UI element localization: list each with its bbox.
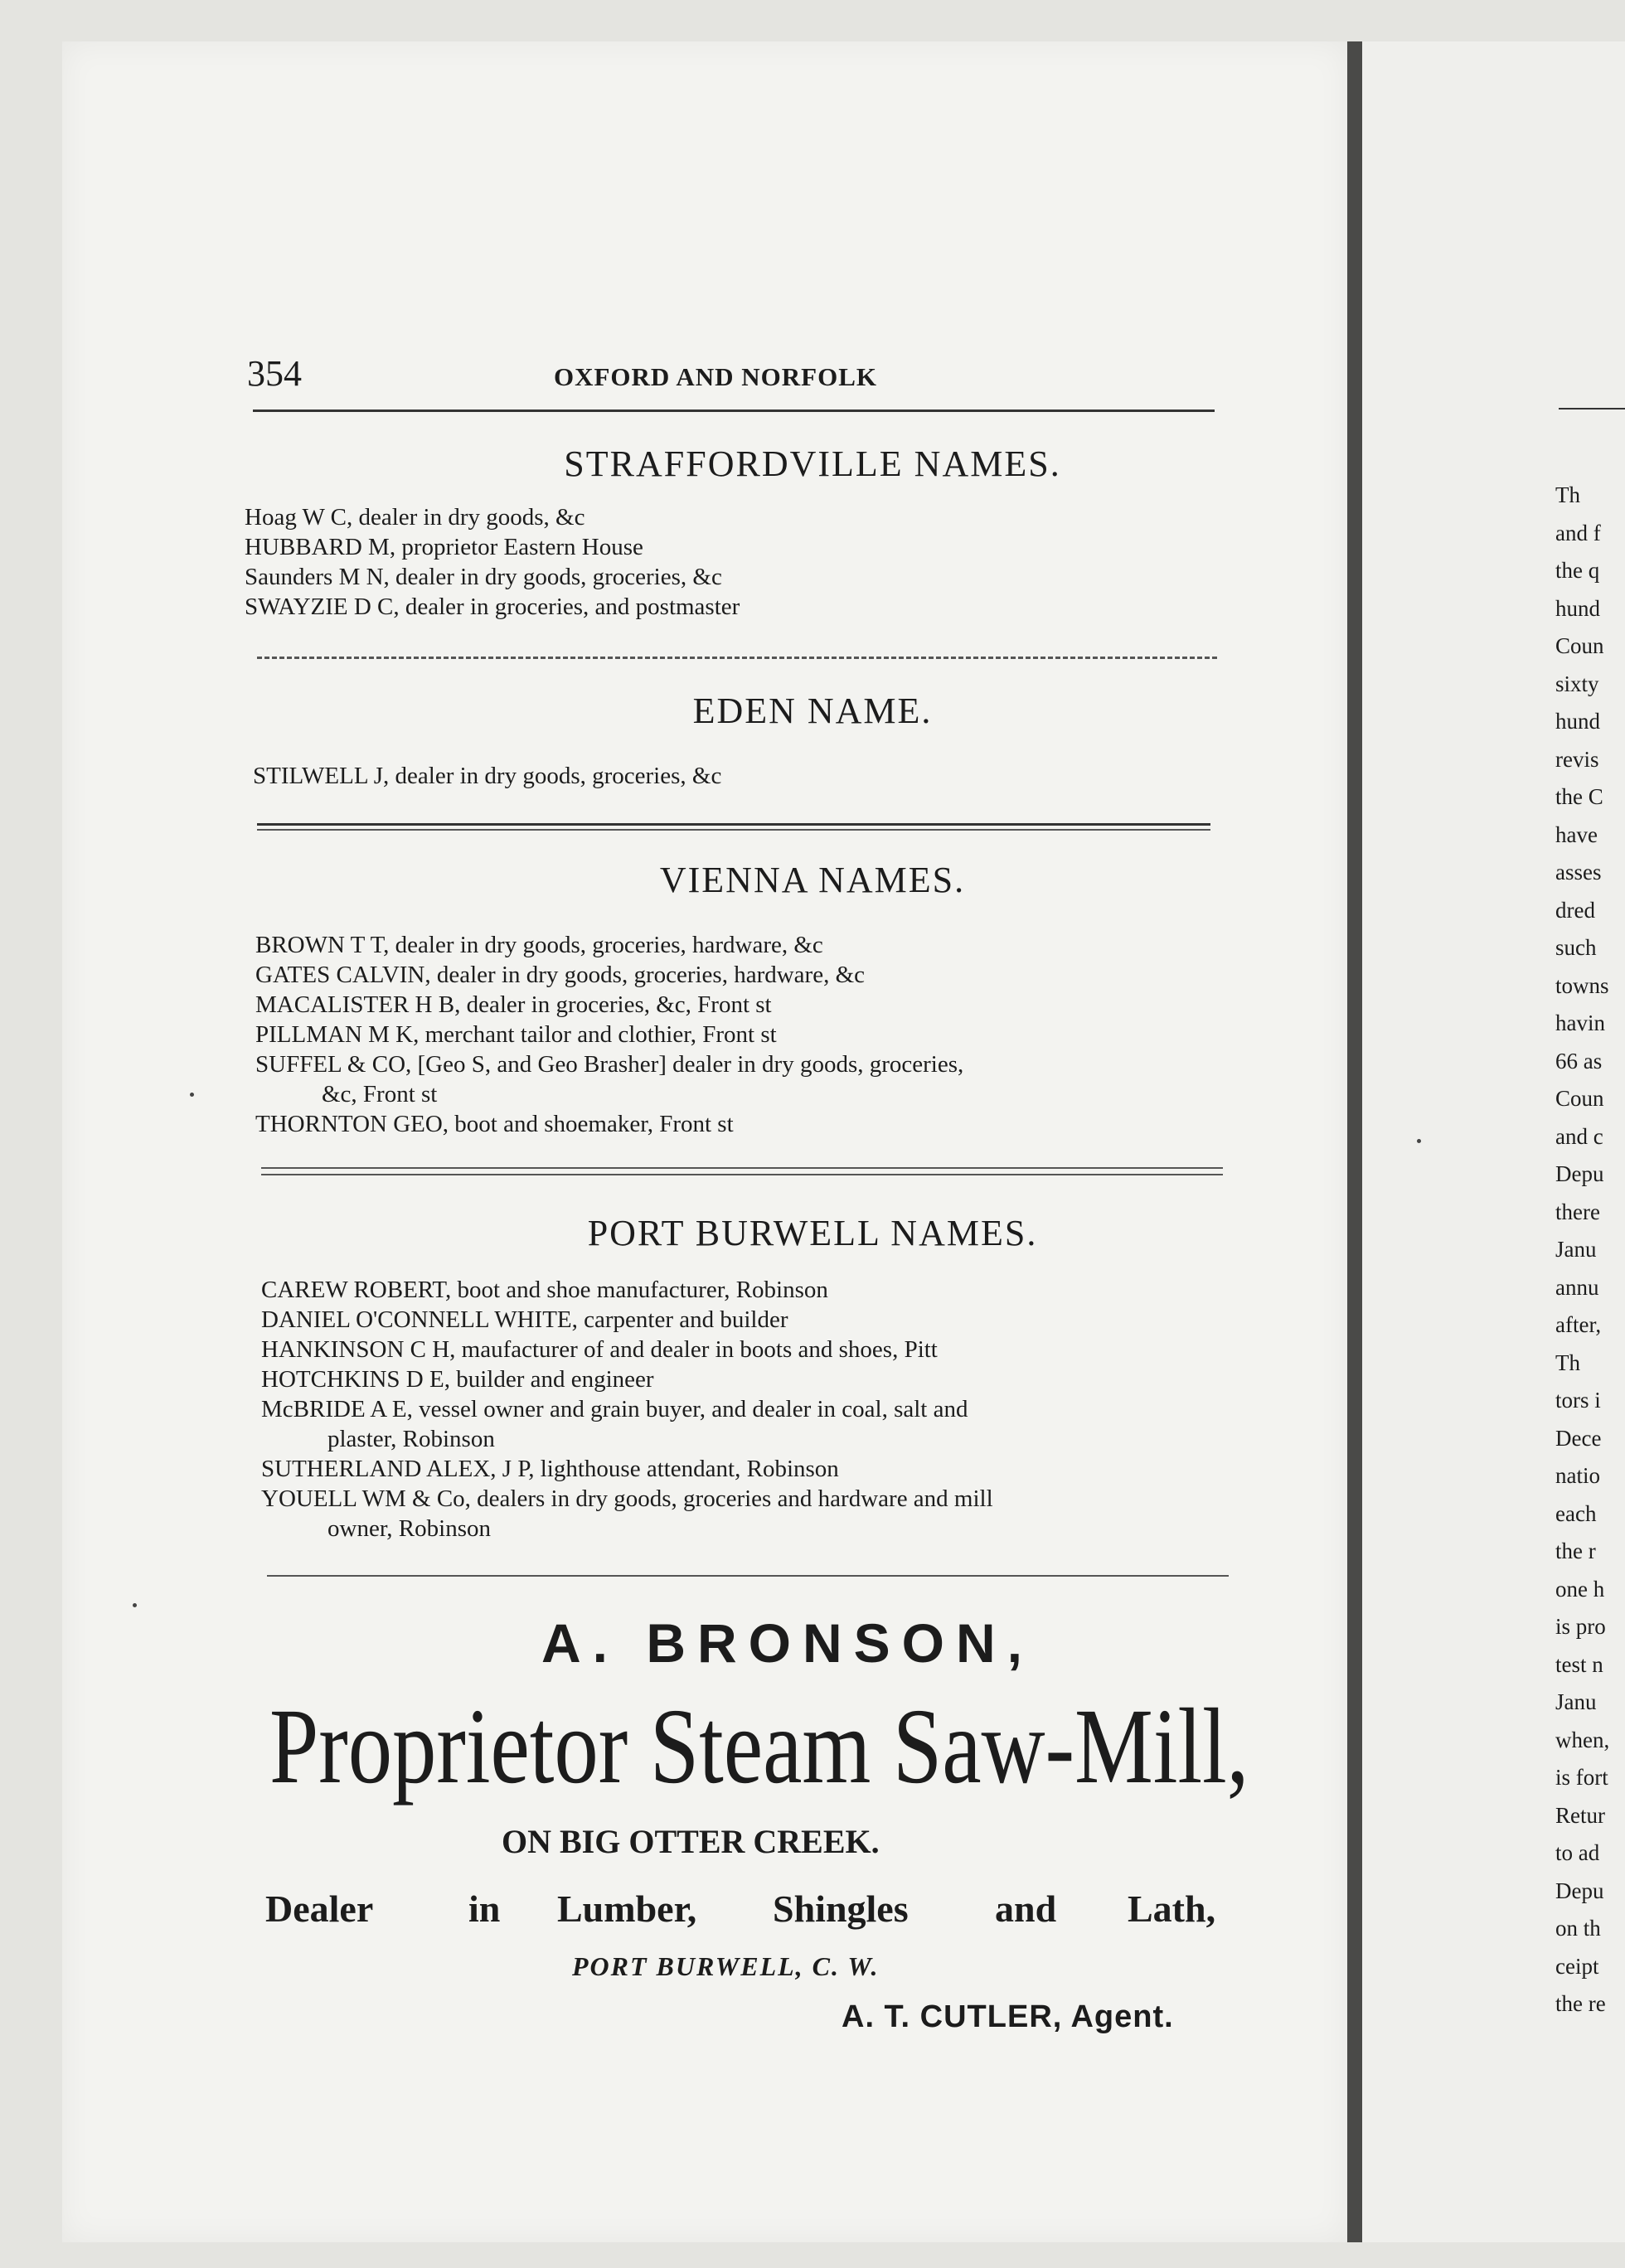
facing-page-fragment: the r [1555, 1539, 1596, 1563]
facing-page-fragment: test n [1555, 1651, 1603, 1677]
facing-page-fragment: dred [1555, 897, 1595, 923]
facing-page-fragment: Depu [1555, 1161, 1604, 1186]
facing-page-fragment: one h [1555, 1576, 1605, 1602]
directory-entry: HANKINSON C H, maufacturer of and dealer in boots and shoes, Pitt [261, 1336, 938, 1363]
directory-entry: MACALISTER H B, dealer in groceries, &c, Front st [255, 991, 772, 1018]
facing-page-fragment: is fort [1555, 1765, 1608, 1790]
ad-word: in [468, 1888, 501, 1930]
directory-entry: SUFFEL & CO, [Geo S, and Geo Brasher] dealer in dry goods, groceries, [255, 1051, 964, 1078]
facing-page-fragment: revis [1555, 746, 1599, 772]
print-speck [133, 1603, 137, 1607]
directory-entry: SWAYZIE D C, dealer in groceries, and postmaster [245, 594, 740, 620]
facing-page-fragment: and f [1555, 520, 1601, 545]
facing-page-fragment: Janu [1555, 1689, 1597, 1714]
facing-page-fragment: the re [1555, 1991, 1606, 2016]
facing-page-fragment: natio [1555, 1463, 1600, 1488]
ad-agent: A. T. CUTLER, Agent. [842, 1999, 1174, 2034]
section-vienna [255, 930, 1242, 1139]
directory-entry-continuation: &c, Front st [322, 1081, 438, 1107]
facing-page-fragment: 66 as [1555, 1048, 1603, 1073]
page-number: 354 [247, 353, 302, 394]
ad-headline: Proprietor Steam Saw-Mill, [269, 1687, 1249, 1806]
facing-page-fragment: Dece [1555, 1425, 1602, 1451]
book-binding [1347, 41, 1362, 2242]
ad-word: Lath, [1128, 1888, 1216, 1930]
section-divider [257, 657, 1217, 659]
directory-entry: STILWELL J, dealer in dry goods, groceries, &c [253, 763, 722, 789]
facing-page-fragment: have [1555, 821, 1598, 847]
directory-entry: PILLMAN M K, merchant tailor and clothier, Front st [255, 1021, 777, 1048]
facing-page-fragment: towns [1555, 972, 1609, 998]
directory-entry: GATES CALVIN, dealer in dry goods, groceries, hardware, &c [255, 962, 866, 988]
section-divider [267, 1575, 1229, 1577]
section-divider-double [261, 1174, 1223, 1175]
ad-place: PORT BURWELL, C. W. [572, 1951, 880, 1981]
facing-page-fragment: hund [1555, 595, 1600, 621]
directory-entry: SUTHERLAND ALEX, J P, lighthouse attendant, Robinson [261, 1456, 839, 1482]
section-title-straffordville: STRAFFORDVILLE NAMES. [564, 443, 1061, 484]
running-title: OXFORD AND NORFOLK [554, 362, 877, 391]
facing-page-fragment: when, [1555, 1727, 1610, 1752]
facing-page-fragment: Coun [1555, 1086, 1604, 1111]
facing-page-fragment: the q [1555, 558, 1600, 583]
section-divider [257, 823, 1210, 826]
ad-word: Dealer [265, 1888, 374, 1930]
facing-page-fragment: Th [1555, 1350, 1580, 1375]
directory-entry: CAREW ROBERT, boot and shoe manufacturer, Robinson [261, 1277, 828, 1303]
print-speck [1417, 1139, 1421, 1143]
section-eden [253, 761, 1239, 791]
ad-proprietor-name: A. BRONSON, [541, 1612, 1035, 1674]
facing-page-fragment: Janu [1555, 1237, 1597, 1262]
facing-page-fragment: Th [1555, 482, 1580, 507]
facing-page-fragment: tors i [1555, 1388, 1601, 1413]
right-page-rule [1559, 408, 1625, 410]
facing-page-fragment: each [1555, 1500, 1597, 1526]
facing-page-fragment: to ad [1555, 1840, 1600, 1865]
directory-entry: DANIEL O'CONNELL WHITE, carpenter and builder [261, 1306, 788, 1333]
directory-entry: Hoag W C, dealer in dry goods, &c [245, 504, 585, 531]
directory-entry: HOTCHKINS D E, builder and engineer [261, 1366, 654, 1393]
ad-word: Lumber, [557, 1888, 697, 1930]
facing-page-fragment: is pro [1555, 1614, 1606, 1639]
section-title-vienna: VIENNA NAMES. [659, 860, 966, 900]
directory-entry-continuation: plaster, Robinson [327, 1426, 495, 1452]
section-divider-double [257, 829, 1210, 831]
directory-entry: THORNTON GEO, boot and shoemaker, Front st [255, 1111, 734, 1137]
ad-word: and [995, 1888, 1057, 1930]
section-title-port-burwell: PORT BURWELL NAMES. [587, 1213, 1038, 1253]
facing-page-fragment: sixty [1555, 671, 1599, 696]
facing-page-fragment: on th [1555, 1916, 1601, 1941]
facing-page-fragment: the C [1555, 784, 1603, 809]
facing-page-fragment: asses [1555, 860, 1602, 884]
directory-entry-continuation: owner, Robinson [327, 1515, 491, 1542]
facing-page-fragment: Coun [1555, 633, 1604, 658]
ad-location: ON BIG OTTER CREEK. [502, 1823, 880, 1860]
facing-page-fragment: havin [1555, 1010, 1605, 1035]
facing-page-fragment: after, [1555, 1312, 1602, 1337]
section-divider [261, 1167, 1223, 1169]
directory-entry: McBRIDE A E, vessel owner and grain buyer, and dealer in coal, salt and [261, 1396, 968, 1422]
print-speck [190, 1093, 194, 1097]
directory-entry: BROWN T T, dealer in dry goods, groceries, hardware, &c [255, 932, 823, 958]
header-rule [253, 410, 1215, 412]
facing-page-fragment: hund [1555, 709, 1600, 734]
ad-word: Shingles [773, 1888, 909, 1930]
facing-page-fragment: Depu [1555, 1878, 1604, 1903]
facing-page-fragment: ceipt [1555, 1953, 1599, 1979]
section-title-eden: EDEN NAME. [692, 691, 933, 731]
section-port-burwell [261, 1275, 1248, 1544]
facing-page-fragment: and c [1555, 1123, 1603, 1149]
directory-entry: HUBBARD M, proprietor Eastern House [245, 534, 643, 560]
facing-page-fragment: Retur [1555, 1802, 1605, 1828]
directory-entry: YOUELL WM & Co, dealers in dry goods, groceries and hardware and mill [261, 1485, 993, 1512]
facing-page-fragment: such [1555, 935, 1597, 960]
facing-page-fragment: annu [1555, 1274, 1599, 1300]
facing-page-fragment: there [1555, 1199, 1600, 1224]
directory-entry: Saunders M N, dealer in dry goods, groceries, &c [245, 564, 722, 590]
section-straffordville [245, 502, 1231, 622]
